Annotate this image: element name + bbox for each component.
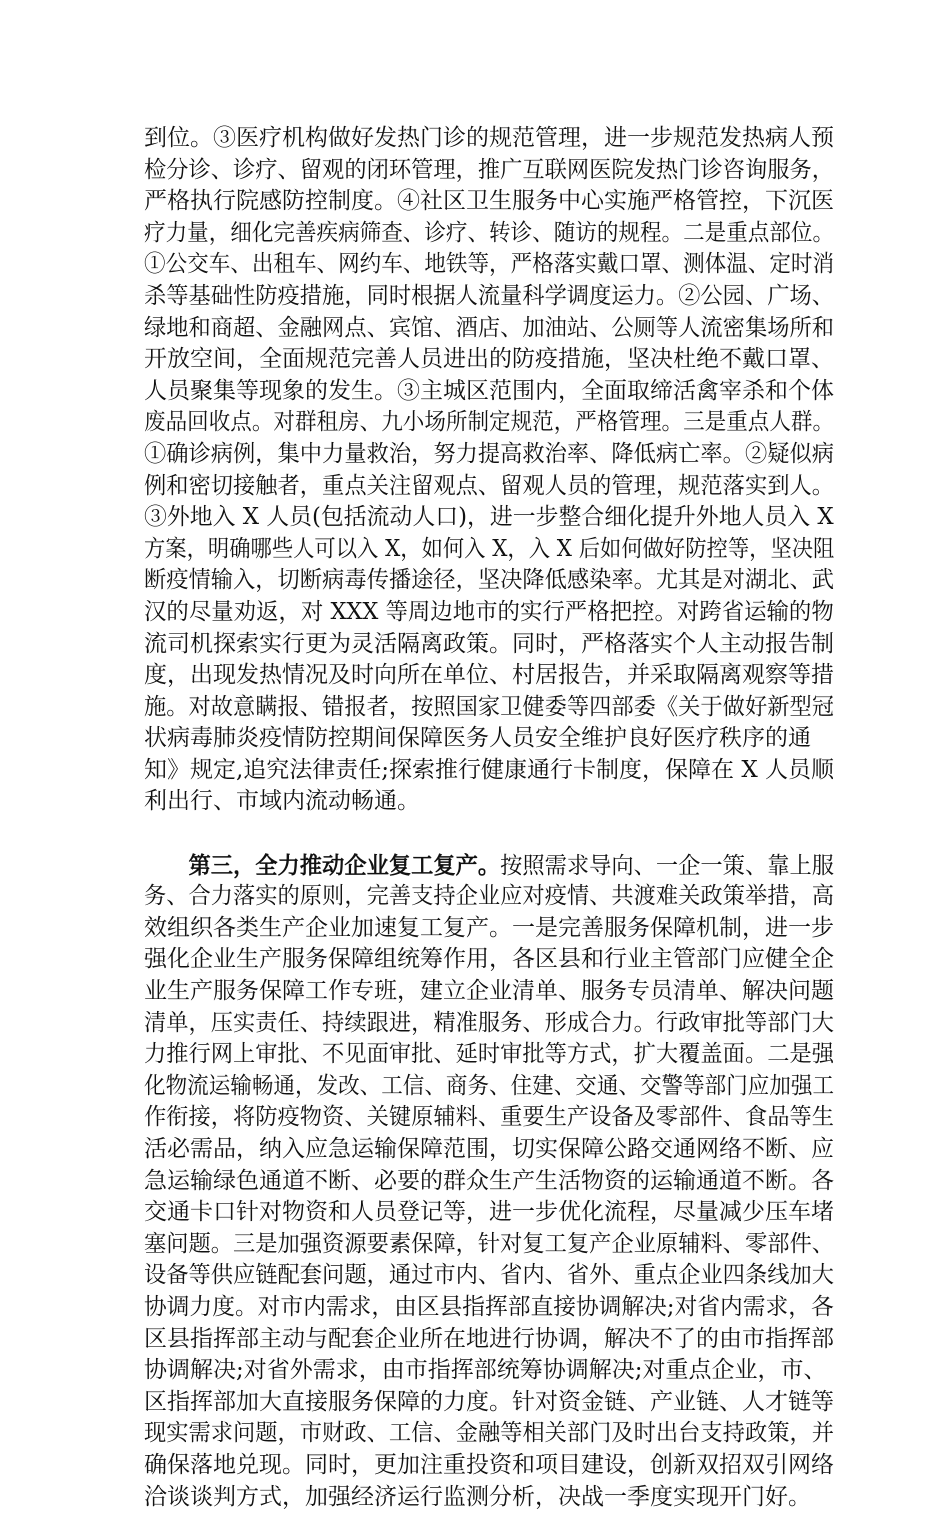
body-line: ①确诊病例，集中力量救治，努力提高救治率、降低病亡率。②疑似病 — [144, 440, 834, 467]
body-line: 检分诊、诊疗、留观的闭环管理，推广互联网医院发热门诊咨询服务， — [144, 156, 834, 183]
body-line: 业生产服务保障工作专班，建立企业清单、服务专员清单、解决问题 — [144, 978, 834, 1005]
heading-line-text: 按照需求导向、一企一策、靠上服 — [500, 852, 834, 879]
body-line: 度，出现发热情况及时向所在单位、村居报告，并采取隔离观察等措 — [144, 662, 834, 689]
paragraph-gap — [144, 818, 834, 850]
body-line: 协调解决;对省外需求，由市指挥部统筹协调解决;对重点企业，市、 — [144, 1357, 827, 1384]
body-line: 活必需品，纳入应急运输保障范围，切实保障公路交通网络不断、应 — [144, 1136, 834, 1162]
paragraph-heading: 第三，全力推动企业复工复产。 — [188, 851, 501, 879]
body-line: 清单，压实责任、持续跟进，精准服务、形成合力。行政审批等部门大 — [144, 1009, 834, 1036]
body-line: 设备等供应链配套问题，通过市内、省内、省外、重点企业四条线加大 — [144, 1262, 834, 1289]
body-line: 状病毒肺炎疫情防控期间保障医务人员安全维护良好医疗秩序的通 — [144, 725, 811, 752]
body-line: 区县指挥部主动与配套企业所在地进行协调，解决不了的由市指挥部 — [144, 1325, 834, 1352]
body-line: ③外地入 X 人员(包括流动人口)，进一步整合细化提升外地人员入 X — [144, 504, 834, 531]
body-line: 区指挥部加大直接服务保障的力度。针对资金链、产业链、人才链等 — [144, 1388, 834, 1415]
body-line: 断疫情输入，切断病毒传播途径，坚决降低感染率。尤其是对湖北、武 — [144, 567, 834, 594]
body-line: 效组织各类生产企业加速复工复产。一是完善服务保障机制，进一步 — [144, 914, 834, 941]
body-line: 例和密切接触者，重点关注留观点、留观人员的管理，规范落实到人。 — [144, 472, 834, 499]
body-line: 流司机探索实行更为灵活隔离政策。同时，严格落实个人主动报告制 — [144, 630, 834, 657]
body-line: 作衔接，将防疫物资、关键原辅料、重要生产设备及零部件、食品等生 — [144, 1104, 834, 1131]
body-line: 人员聚集等现象的发生。③主城区范围内，全面取缔活禽宰杀和个体 — [144, 377, 834, 404]
body-line: 确保落地兑现。同时，更加注重投资和项目建设，创新双招双引网络 — [144, 1451, 834, 1478]
body-line: 施。对故意瞒报、错报者，按照国家卫健委等四部委《关于做好新型冠 — [144, 693, 834, 720]
body-line: 强化企业生产服务保障组统筹作用，各区县和行业主管部门应健全企 — [144, 946, 834, 973]
body-line: 知》规定,追究法律责任;探索推行健康通行卡制度，保障在 X 人员顺 — [144, 756, 835, 783]
body-line: 绿地和商超、金融网点、宾馆、酒店、加油站、公厕等人流密集场所和 — [144, 314, 834, 341]
body-line: 利出行、市域内流动畅通。 — [144, 788, 420, 815]
body-line: 力推行网上审批、不见面审批、延时审批等方式，扩大覆盖面。二是强 — [144, 1041, 834, 1068]
body-line: 疗力量，细化完善疾病筛查、诊疗、转诊、随访的规程。二是重点部位。 — [144, 219, 834, 246]
body-line: ①公交车、出租车、网约车、地铁等，严格落实戴口罩、测体温、定时消 — [144, 251, 834, 278]
body-line: 方案，明确哪些人可以入 X，如何入 X，入 X 后如何做好防控等，坚决阻 — [144, 535, 835, 562]
body-line: 洽谈谈判方式，加强经济运行监测分析，决战一季度实现开门好。 — [144, 1483, 811, 1510]
body-line: 开放空间，全面规范完善人员进出的防疫措施，坚决杜绝不戴口罩、 — [144, 346, 834, 373]
body-line: 塞问题。三是加强资源要素保障，针对复工复产企业原辅料、零部件、 — [144, 1230, 834, 1257]
document-body — [144, 123, 834, 1513]
body-line: 交通卡口针对物资和人员登记等，进一步优化流程，尽量减少压车堵 — [144, 1199, 834, 1226]
body-line: 汉的尽量劝返，对 XXX 等周边地市的实行严格把控。对跨省运输的物 — [144, 598, 834, 625]
body-line: 严格执行院感防控制度。④社区卫生服务中心实施严格管控，下沉医 — [144, 188, 834, 215]
paragraph-heading-line — [144, 850, 834, 882]
body-line: 化物流运输畅通，发改、工信、商务、住建、交通、交警等部门应加强工 — [144, 1072, 834, 1099]
body-line: 现实需求问题，市财政、工信、金融等相关部门及时出台支持政策，并 — [144, 1420, 834, 1447]
body-line: 杀等基础性防疫措施，同时根据人流量科学调度运力。②公园、广场、 — [144, 282, 834, 309]
body-line: 务、合力落实的原则，完善支持企业应对疫情、共渡难关政策举措，高 — [144, 883, 834, 910]
body-line: 急运输绿色通道不断、必要的群众生产生活物资的运输通道不断。各 — [144, 1167, 834, 1194]
body-line: 废品回收点。对群租房、九小场所制定规范，严格管理。三是重点人群。 — [144, 409, 834, 436]
body-line: 到位。③医疗机构做好发热门诊的规范管理，进一步规范发热病人预 — [144, 125, 834, 151]
body-line: 协调力度。对市内需求，由区县指挥部直接协调解决;对省内需求，各 — [144, 1293, 834, 1320]
